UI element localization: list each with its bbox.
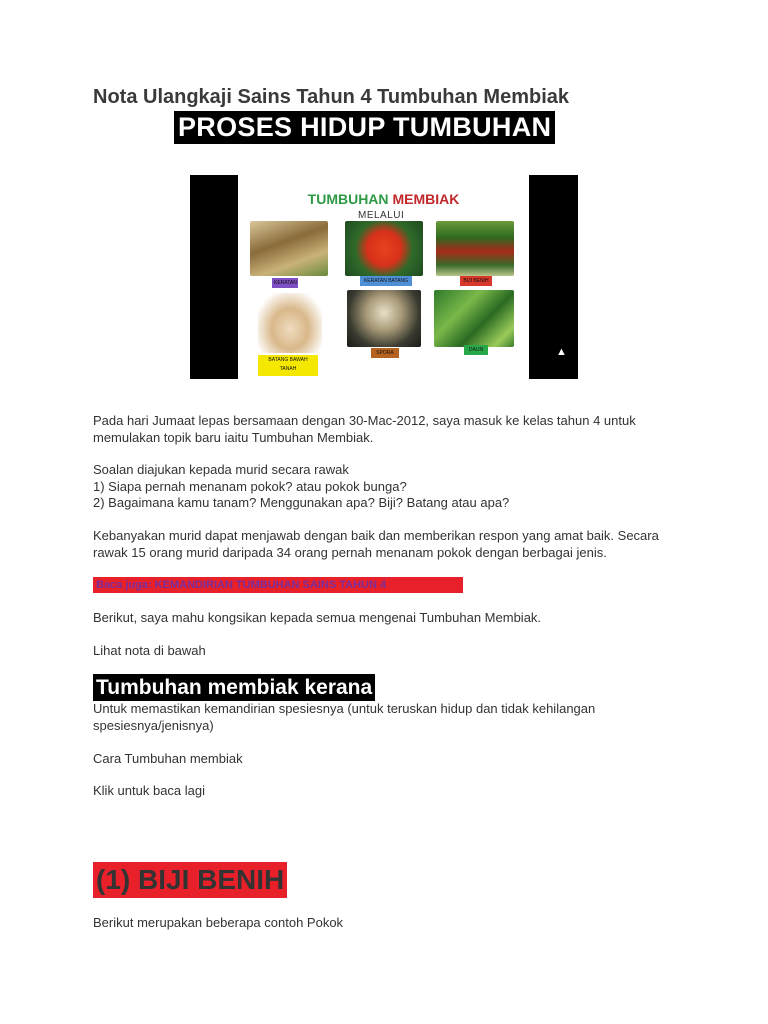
document-title: Nota Ulangkaji Sains Tahun 4 Tumbuhan Membiak — [93, 86, 569, 108]
infographic-image — [190, 175, 578, 379]
batang-bawah-tanah-tag-line2: TANAH — [279, 366, 297, 372]
paragraph-methods: Cara Tumbuhan membiak — [93, 751, 243, 766]
infographic-title-red: MEMBIAK — [392, 191, 460, 207]
keratan-tag: KERATAN — [274, 280, 297, 286]
infographic-panel — [238, 175, 529, 379]
biji-benih-photo — [436, 221, 514, 276]
paragraph-examples: Berikut merupakan beberapa contoh Pokok — [93, 915, 344, 930]
daun-photo — [434, 290, 514, 347]
infographic-title-green: TUMBUHAN — [307, 191, 389, 207]
section-heading-biji-benih: (1) BIJI BENIH — [93, 862, 287, 898]
paragraph-intro: Pada hari Jumaat lepas bersamaan dengan 30-Mac-2012, saya masuk ke kelas tahun 4 untuk memulakan topik baru iaitu Tumbuhan Membiak. — [93, 413, 636, 445]
share-icon: ▲ — [556, 346, 567, 358]
spora-photo — [347, 290, 421, 347]
batang-bawah-tanah-photo — [258, 293, 322, 353]
daun-tag: DAUN — [464, 345, 488, 355]
read-more-link[interactable]: Klik untuk baca lagi — [93, 783, 206, 798]
questions-line-2: 1) Siapa pernah menanam pokok? atau pokok bunga? — [93, 478, 407, 494]
batang-bawah-tanah-tag — [258, 355, 318, 376]
keratan-batang-tag: KERATAN BATANG — [360, 276, 412, 286]
paragraph-responses: Kebanyakan murid dapat menjawab dengan baik dan memberikan respon yang amat baik. Secara rawak 15 orang murid daripada 34 orang pernah menanam pokok dengan berbagai jenis. — [93, 528, 659, 560]
infographic-subtitle: MELALUI — [358, 210, 405, 221]
questions-line-1: Soalan diajukan kepada murid secara rawak — [93, 462, 349, 477]
paragraph-share: Berikut, saya mahu kongsikan kepada semua mengenai Tumbuhan Membiak. — [93, 610, 542, 625]
batang-bawah-tanah-tag-line1: BATANG BAWAH — [268, 357, 308, 363]
infographic-title — [238, 191, 529, 207]
spora-tag: SPORA — [371, 348, 399, 358]
keratan-photo — [250, 221, 328, 276]
related-link[interactable]: Baca juga: KEMANDIRIAN TUMBUHAN SAINS TAHUN 4 — [93, 577, 463, 593]
keratan-batang-photo — [345, 221, 423, 276]
paragraph-see-notes: Lihat nota di bawah — [93, 643, 206, 658]
hero-heading: PROSES HIDUP TUMBUHAN — [174, 111, 555, 144]
biji-benih-tag: BIJI BENIH — [460, 276, 492, 286]
section-heading-reason: Tumbuhan membiak kerana — [93, 674, 375, 701]
paragraph-reason: Untuk memastikan kemandirian spesiesnya (untuk teruskan hidup dan tidak kehilangan spesiesnya/jenisnya) — [93, 701, 596, 733]
questions-line-3: 2) Bagaimana kamu tanam? Menggunakan apa? Biji? Batang atau apa? — [93, 495, 510, 510]
paragraph-questions — [93, 462, 673, 512]
